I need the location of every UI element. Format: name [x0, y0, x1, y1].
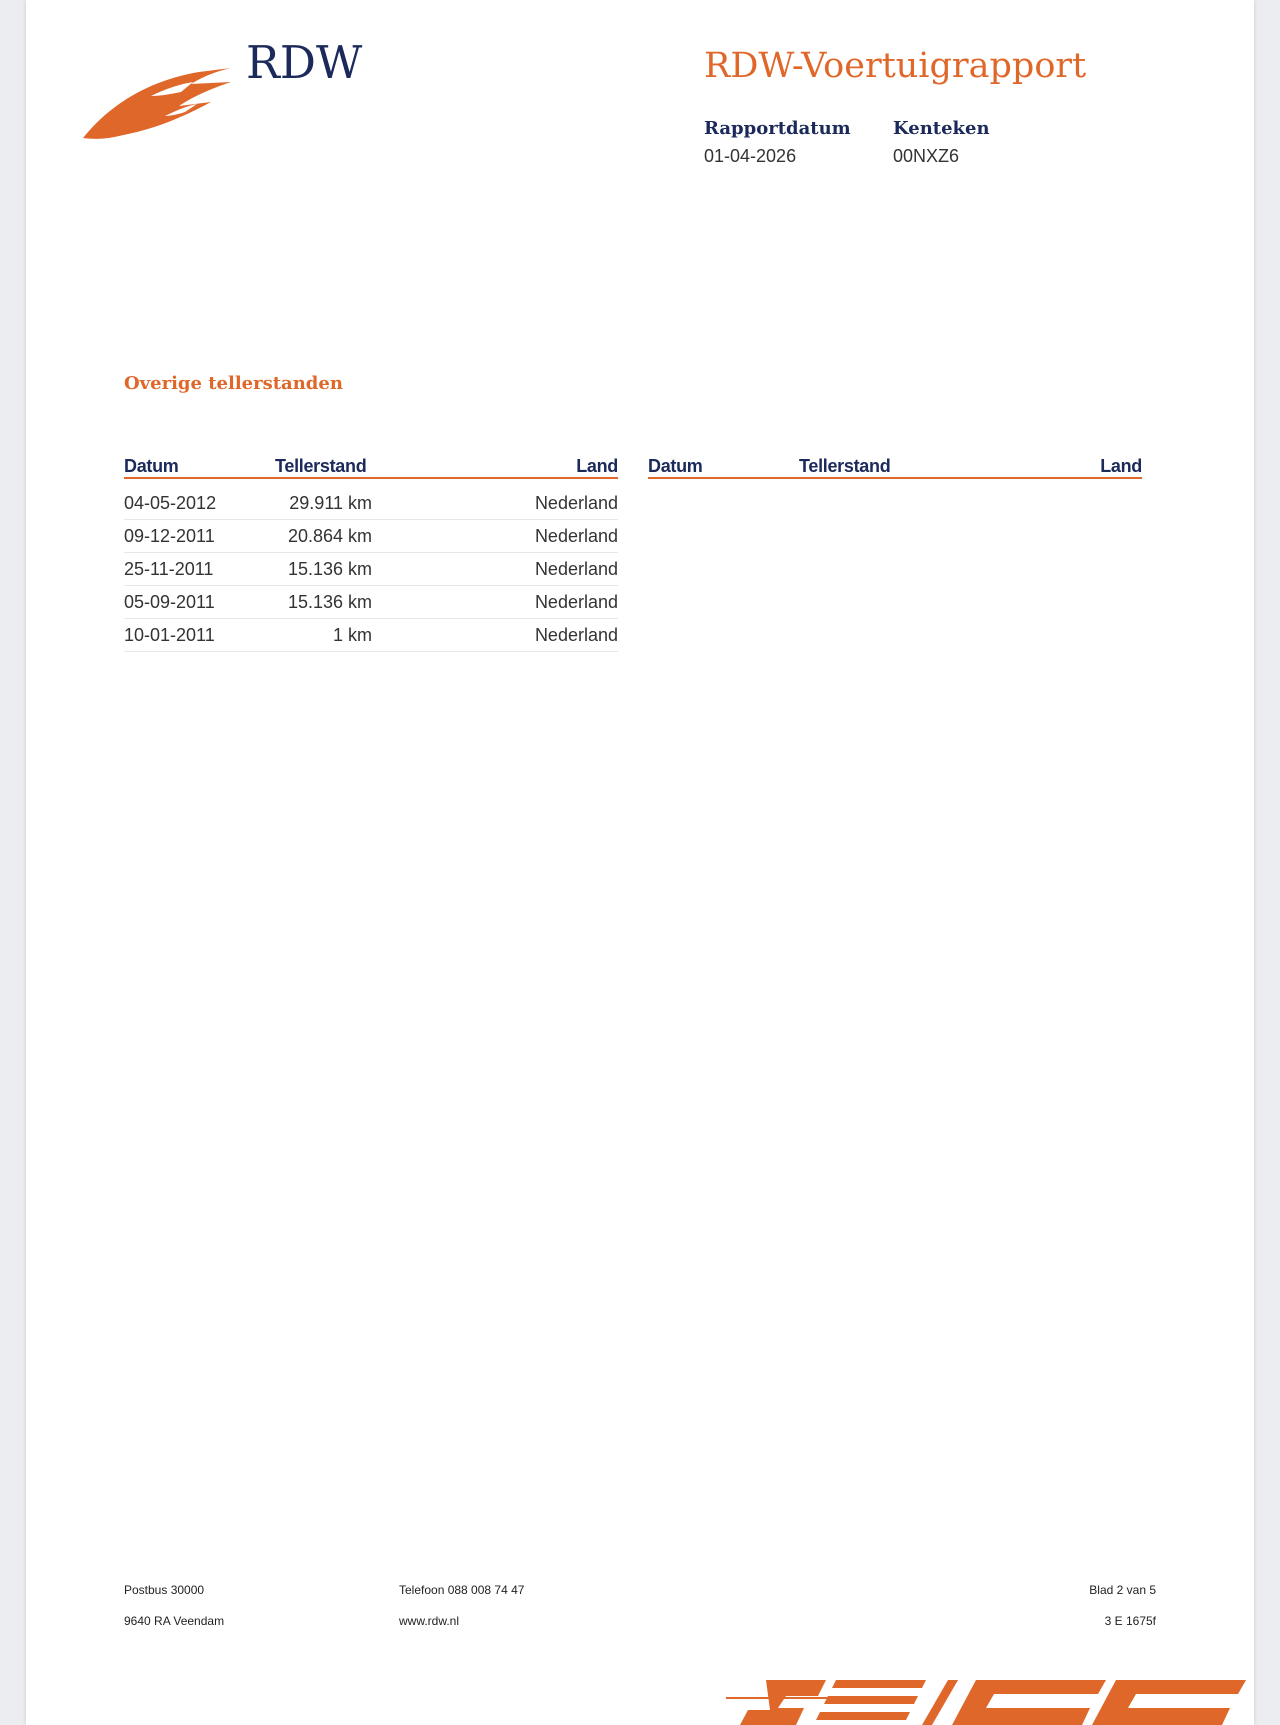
report-title: RDW-Voertuigrapport	[704, 46, 1087, 86]
row-country: Nederland	[534, 493, 618, 513]
row-country: Nederland	[534, 559, 618, 579]
column-header-date: Datum	[124, 456, 179, 476]
report-date-label: Rapportdatum	[704, 118, 851, 139]
footer-page-number: Blad 2 van 5	[1089, 1583, 1156, 1597]
rdw-logo-icon	[81, 58, 251, 142]
row-date: 04-05-2012	[124, 493, 217, 513]
row-count: 15.136 km	[287, 592, 372, 612]
section-title: Overige tellerstanden	[124, 373, 343, 394]
row-date: 10-01-2011	[124, 625, 215, 645]
table-row	[124, 585, 618, 619]
header-divider	[124, 477, 618, 479]
plate-value: 00NXZ6	[893, 146, 960, 166]
plate-label: Kenteken	[893, 118, 990, 139]
footer-website[interactable]: www.rdw.nl	[399, 1614, 460, 1628]
table-row	[124, 486, 618, 520]
row-country: Nederland	[534, 526, 618, 546]
row-count: 29.911 km	[289, 493, 372, 513]
footer-postbus: Postbus 30000	[124, 1583, 205, 1597]
footer-stripes-decoration	[726, 1676, 1254, 1725]
column-header-country: Land	[576, 456, 618, 476]
row-count: 20.864 km	[287, 526, 372, 546]
header-divider-right	[648, 477, 1142, 479]
column-header-count-right: Tellerstand	[799, 456, 891, 476]
row-country: Nederland	[534, 592, 618, 612]
report-date-value: 01-04-2026	[704, 146, 797, 166]
row-date: 25-11-2011	[124, 559, 214, 579]
column-header-date-right: Datum	[648, 456, 703, 476]
table-row	[124, 519, 618, 553]
document-page	[26, 0, 1254, 1725]
column-header-count: Tellerstand	[275, 456, 367, 476]
footer-address: 9640 RA Veendam	[124, 1614, 225, 1628]
row-date: 09-12-2011	[124, 526, 215, 546]
rdw-logo-text: RDW	[246, 36, 363, 89]
row-count: 1 km	[332, 625, 372, 645]
footer-code: 3 E 1675f	[1104, 1614, 1156, 1628]
row-count: 15.136 km	[287, 559, 372, 579]
footer-phone: Telefoon 088 008 74 47	[399, 1583, 525, 1597]
row-date: 05-09-2011	[124, 592, 215, 612]
table-row	[124, 552, 618, 586]
row-country: Nederland	[534, 625, 618, 645]
column-header-country-right: Land	[1100, 456, 1142, 476]
table-row	[124, 618, 618, 652]
